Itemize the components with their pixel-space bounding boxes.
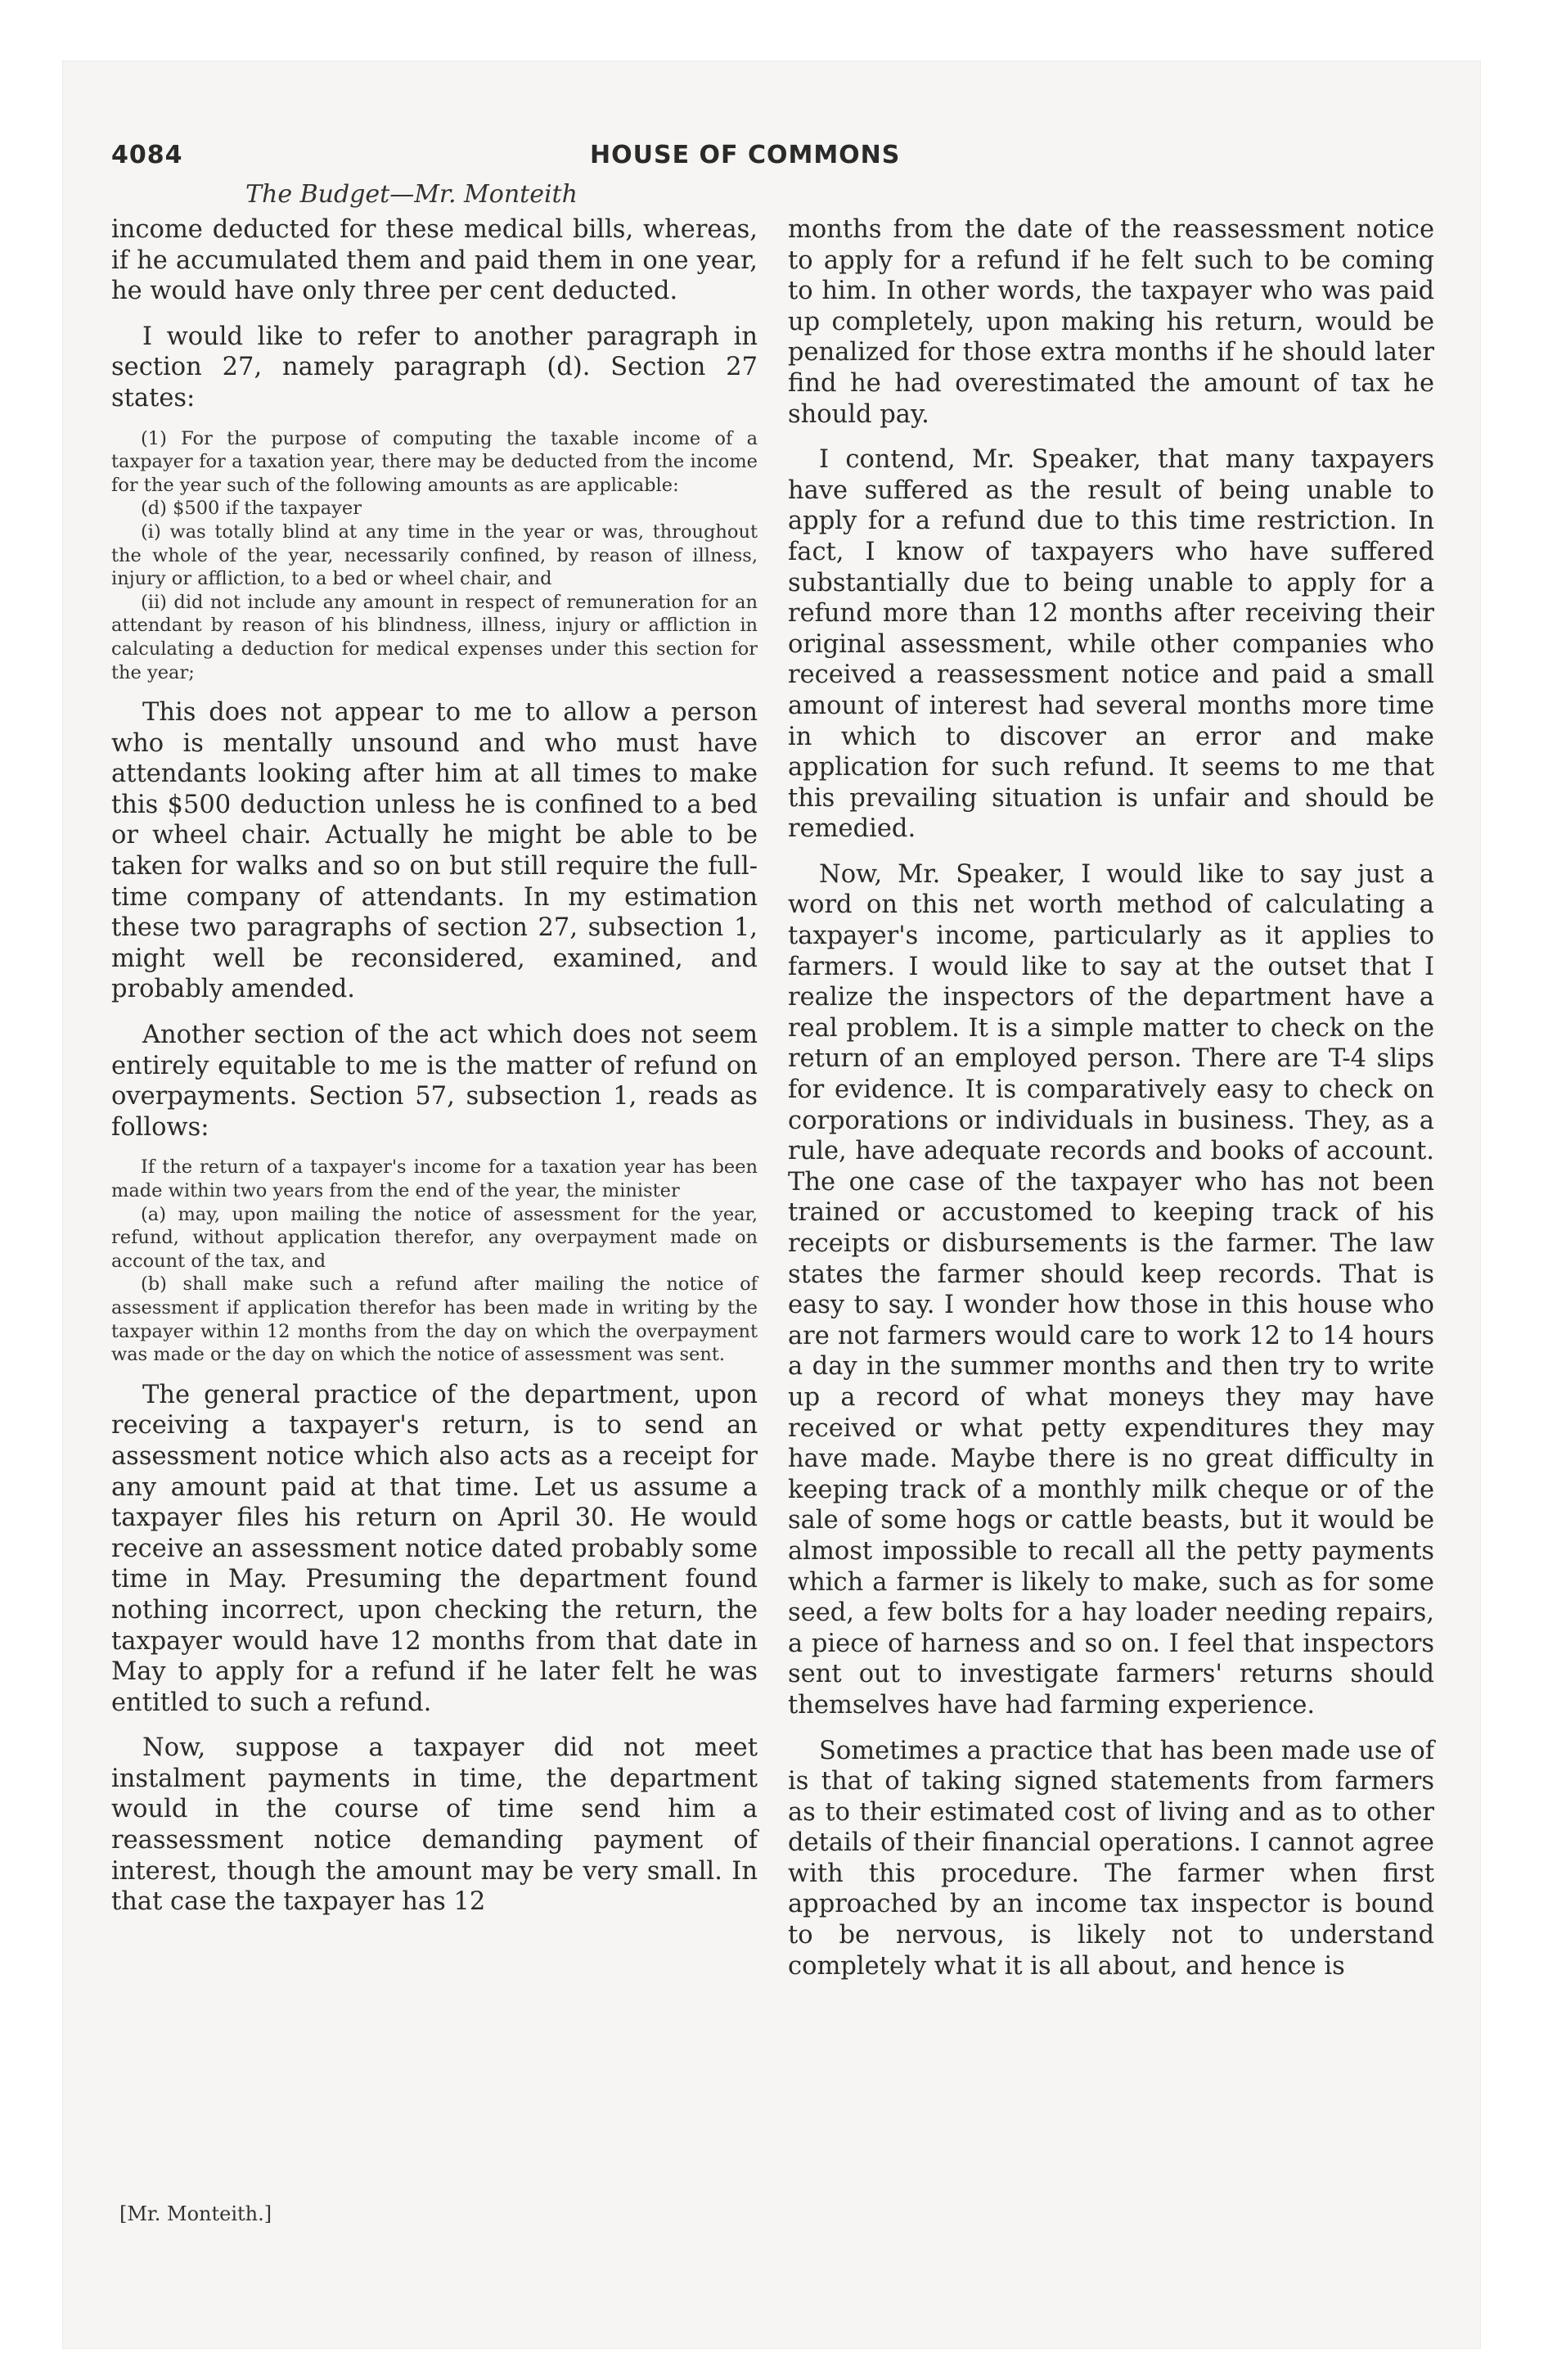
paragraph: Now, suppose a taxpayer did not meet instalment payments in time, the department would in the course of time send him a reassessment notice demanding payment of interest, though the amount may be very small. In that case the taxpayer has 12 xyxy=(111,1733,758,1917)
quote-paragraph: If the return of a taxpayer's income for a taxation year has been made within two years from the end of the year, the minister xyxy=(111,1156,758,1201)
paragraph: Another section of the act which does not seem entirely equitable to me is the matter of refund on overpayments. Section 57, subsection 1, reads as follows: xyxy=(111,1021,758,1142)
paragraph: The general practice of the department, upon receiving a taxpayer's return, is to send an assessment notice which also acts as a receipt for any amount paid at that time. Let us assume a taxpayer files his return on April 30. He would receive an assessment notice dated probably some time in May. Presuming the department found nothing incorrect, upon checking the return, the taxpayer would have 12 months from that date in May to apply for a refund if he later felt he was entitled to such a refund. xyxy=(111,1380,758,1717)
quote-paragraph: (b) shall make such a refund after mailing the notice of assessment if application therefor has been made in writing by the taxpayer within 12 months from the day on which the overpayment was made or the day on which the notice of assessment was sent. xyxy=(111,1273,758,1366)
paragraph: Sometimes a practice that has been made use of is that of taking signed statements from farmers as to their estimated cost of living and as to other details of their financial operations. I cannot agree with this procedure. The farmer when first approached by an income tax inspector is bound to be nervous, is likely not to understand completely what it is all about, and hence is xyxy=(788,1736,1434,1981)
quoted-statute-section-27 xyxy=(111,427,758,685)
page-number: 4084 xyxy=(111,141,183,169)
paragraph: I would like to refer to another paragraph in section 27, namely paragraph (d). Section 27 states: xyxy=(111,322,758,412)
quote-paragraph: (d) $500 if the taxpayer xyxy=(141,498,362,520)
quote-paragraph: (i) was totally blind at any time in the year or was, throughout the whole of the year, necessarily confined, by reason of illness, injury or affliction, to a bed or wheel chair, and xyxy=(111,521,758,590)
right-column xyxy=(788,214,1434,1981)
paragraph: months from the date of the reassessment notice to apply for a refund if he felt such to be coming to him. In other words, the taxpayer who was paid up completely, upon making his return, would be penalized for those extra months if he should later find he had overestimated the amount of tax he should pay. xyxy=(788,215,1434,429)
quote-paragraph: (1) For the purpose of computing the taxable income of a taxpayer for a taxation year, there may be deducted from the income for the year such of the following amounts as are applicable: xyxy=(111,427,758,496)
paragraph: This does not appear to me to allow a person who is mentally unsound and who must have attendants looking after him at all times to make this $500 deduction unless he is confined to a bed or wheel chair. Actually he might be able to be taken for walks and so on but still require the full-time company of attendants. In my estimation these two paragraphs of section 27, subsection 1, might well be reconsidered, examined, and probably amended. xyxy=(111,698,758,1004)
quoted-statute-section-57 xyxy=(111,1156,758,1366)
quote-paragraph: (ii) did not include any amount in respect of remuneration for an attendant by reason of his blindness, illness, injury or affliction in calculating a deduction for medical expenses under this section for the year; xyxy=(111,591,758,683)
page-header xyxy=(111,141,1437,174)
quote-paragraph: (a) may, upon mailing the notice of assessment for the year, refund, without application therefor, any overpayment made on account of the tax, and xyxy=(111,1203,758,1272)
paragraph: Now, Mr. Speaker, I would like to say just a word on this net worth method of calculating a taxpayer's income, particularly as it applies to farmers. I would like to say at the outset that I realize the inspectors of the department have a real problem. It is a simple matter to check on the return of an employed person. There are T-4 slips for evidence. It is comparatively easy to check on corporations or individuals in business. They, as a rule, have adequate records and books of account. The one case of the taxpayer who has not been trained or accustomed to keeping track of his receipts or disbursements is the farmer. The law states the farmer should keep records. That is easy to say. I wonder how those in this house who are not farmers would care to work 12 to 14 hours a day in the summer months and then try to write up a record of what moneys they may have received or what petty expenditures they may have made. Maybe there is no great difficulty in keeping track of a monthly milk cheque or of the sale of some hogs or cattle beasts, but it would be almost impossible to recall all the petty payments which a farmer is likely to make, such as for some seed, a few bolts for a hay loader needing repairs, a piece of harness and so on. I feel that inspectors sent out to investigate farmers' returns should themselves have had farming experience. xyxy=(788,859,1434,1720)
left-column xyxy=(111,214,758,1918)
running-title: HOUSE OF COMMONS xyxy=(590,141,901,169)
paragraph: I contend, Mr. Speaker, that many taxpayers have suffered as the result of being unable to apply for a refund due to this time restriction. In fact, I know of taxpayers who have suffered substantially due to being unable to apply for a refund more than 12 months after receiving their original assessment, while other companies who received a reassessment notice and paid a small amount of interest had several months more time in which to discover an error and make application for such refund. It seems to me that this prevailing situation is unfair and should be remedied. xyxy=(788,445,1434,844)
paragraph: income deducted for these medical bills, whereas, if he accumulated them and paid them in one year, he would have only three per cent deducted. xyxy=(111,215,758,306)
speaker-signature: [Mr. Monteith.] xyxy=(119,2202,272,2225)
section-subhead: The Budget—Mr. Monteith xyxy=(245,180,578,209)
